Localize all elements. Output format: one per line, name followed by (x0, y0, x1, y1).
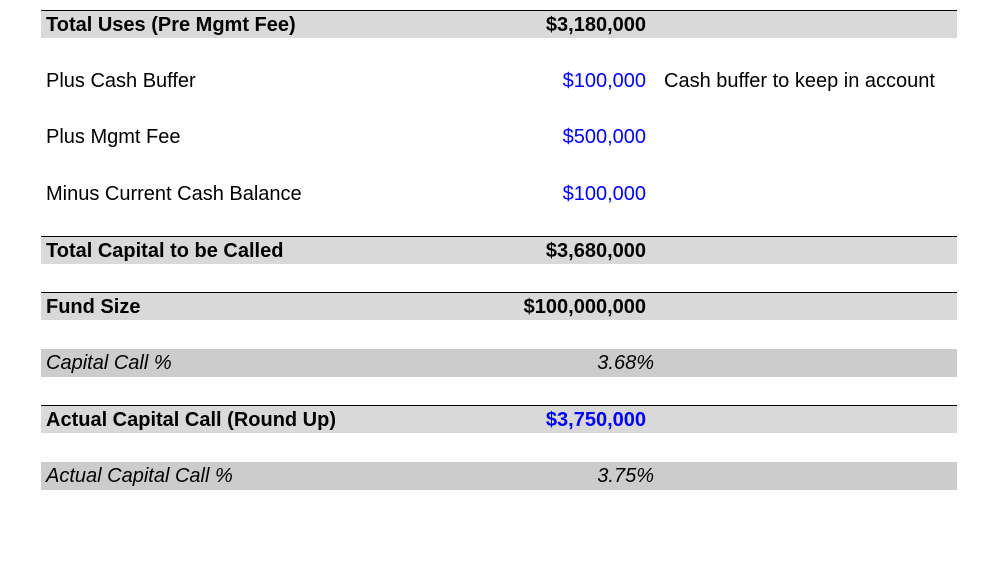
row-fund-size (41, 292, 957, 320)
fund-size-label: Fund Size (46, 296, 141, 318)
row-cash-buffer (41, 67, 957, 95)
total-capital-called-value: $3,680,000 (545, 240, 646, 262)
current-cash-balance-label: Minus Current Cash Balance (46, 183, 302, 205)
cash-buffer-note: Cash buffer to keep in account (664, 70, 935, 92)
capital-call-pct-label: Capital Call % (46, 352, 172, 374)
row-total-capital-called (41, 236, 957, 264)
actual-capital-call-label: Actual Capital Call (Round Up) (46, 409, 336, 431)
total-uses-value: $3,180,000 (545, 14, 646, 36)
row-current-cash-balance (41, 180, 957, 208)
actual-capital-call-pct-value: 3.75% (597, 465, 654, 487)
total-capital-called-label: Total Capital to be Called (46, 240, 284, 262)
row-actual-capital-call-pct (41, 462, 957, 490)
current-cash-balance-value[interactable]: $100,000 (562, 183, 646, 205)
row-capital-call-pct (41, 349, 957, 377)
mgmt-fee-value[interactable]: $500,000 (562, 126, 646, 148)
total-uses-label: Total Uses (Pre Mgmt Fee) (46, 14, 296, 36)
cash-buffer-label: Plus Cash Buffer (46, 70, 196, 92)
actual-capital-call-pct-label: Actual Capital Call % (46, 465, 233, 487)
actual-capital-call-value[interactable]: $3,750,000 (545, 409, 646, 431)
capital-call-pct-value: 3.68% (597, 352, 654, 374)
row-total-uses (41, 10, 957, 38)
cash-buffer-value[interactable]: $100,000 (562, 70, 646, 92)
fund-size-value: $100,000,000 (523, 296, 646, 318)
row-mgmt-fee (41, 123, 957, 151)
row-actual-capital-call (41, 405, 957, 433)
mgmt-fee-label: Plus Mgmt Fee (46, 126, 181, 148)
